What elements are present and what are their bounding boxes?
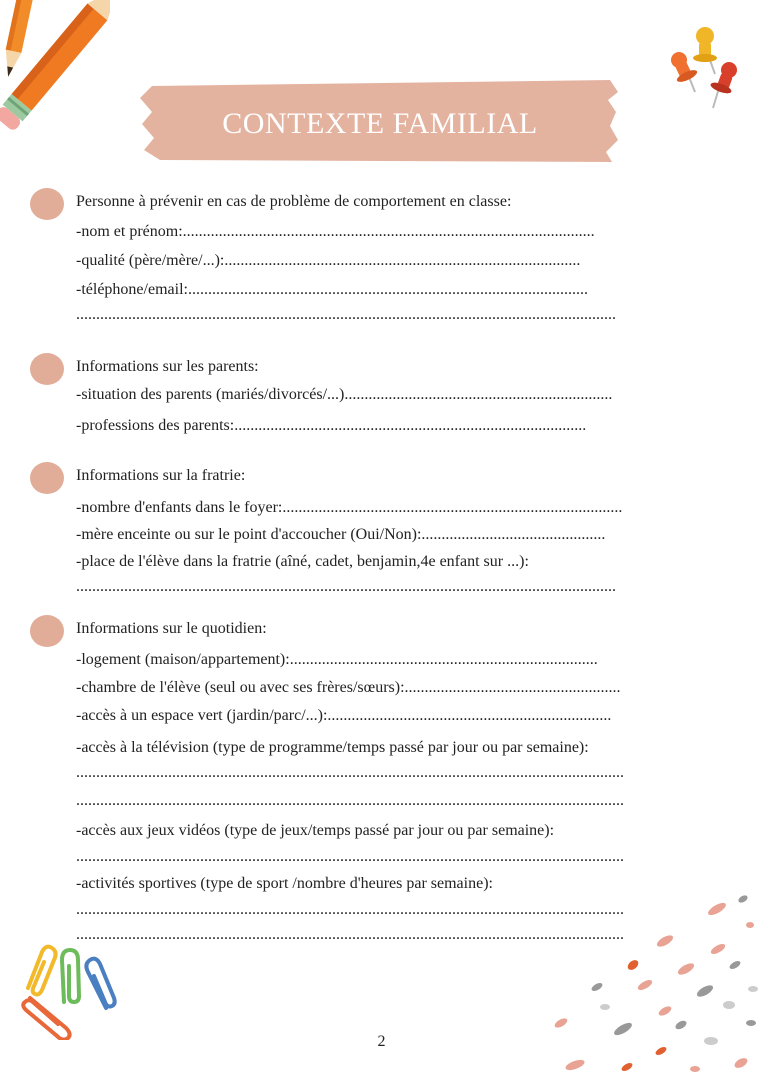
field-video-games-label: -accès aux jeux vidéos (type de jeux/temps passé par jour ou par semaine):: [76, 822, 555, 839]
field-television-line-1[interactable]: .........................................................................................................................................: [76, 764, 624, 781]
section-heading: Informations sur les parents:: [76, 358, 259, 375]
field-television-line-2[interactable]: .........................................................................................................................................: [76, 792, 624, 809]
pencils-illustration: [0, 0, 110, 160]
field-bedroom[interactable]: -chambre de l'élève (seul ou avec ses frères/sœurs):......................................................: [76, 679, 621, 696]
pushpins-illustration: [665, 22, 745, 110]
field-television-label: -accès à la télévision (type de programme/temps passé par jour ou par semaine):: [76, 739, 589, 756]
field-sports-line-1[interactable]: .........................................................................................................................................: [76, 901, 624, 918]
field-children-count[interactable]: -nombre d'enfants dans le foyer:.....................................................................................: [76, 499, 623, 516]
field-phone-email[interactable]: -téléphone/email:....................................................................................................: [76, 281, 588, 298]
field-extra-line[interactable]: .......................................................................................................................................: [76, 306, 616, 323]
field-relationship[interactable]: -qualité (père/mère/...):.........................................................................................: [76, 252, 581, 269]
page-title: CONTEXTE FAMILIAL: [222, 107, 538, 140]
field-parents-situation[interactable]: -situation des parents (mariés/divorcés/...)...................................................................: [76, 386, 613, 403]
title-banner: [140, 78, 620, 164]
section-bullet: [30, 615, 64, 647]
field-sports-label: -activités sportives (type de sport /nombre d'heures par semaine):: [76, 875, 493, 892]
section-heading: Personne à prévenir en cas de problème de comportement en classe:: [76, 193, 512, 210]
field-name[interactable]: -nom et prénom:.......................................................................................................: [76, 223, 595, 240]
field-sibling-rank-line[interactable]: .......................................................................................................................................: [76, 578, 616, 595]
field-parents-professions[interactable]: -professions des parents:........................................................................................: [76, 417, 587, 434]
field-mother-pregnant[interactable]: -mère enceinte ou sur le point d'accoucher (Oui/Non):..............................................: [76, 526, 606, 543]
section-heading: Informations sur la fratrie:: [76, 467, 246, 484]
section-bullet: [30, 462, 64, 494]
field-sibling-rank: -place de l'élève dans la fratrie (aîné, cadet, benjamin,4e enfant sur ...):: [76, 553, 529, 570]
field-green-space[interactable]: -accès à un espace vert (jardin/parc/...):.......................................................................: [76, 707, 612, 724]
field-housing[interactable]: -logement (maison/appartement):.............................................................................: [76, 651, 598, 668]
field-sports-line-2[interactable]: .........................................................................................................................................: [76, 926, 624, 943]
section-heading: Informations sur le quotidien:: [76, 620, 267, 637]
section-bullet: [30, 353, 64, 385]
field-video-games-line[interactable]: .........................................................................................................................................: [76, 848, 624, 865]
section-bullet: [30, 188, 64, 220]
page-number: 2: [377, 1033, 386, 1050]
paperclips-illustration: [14, 940, 124, 1040]
